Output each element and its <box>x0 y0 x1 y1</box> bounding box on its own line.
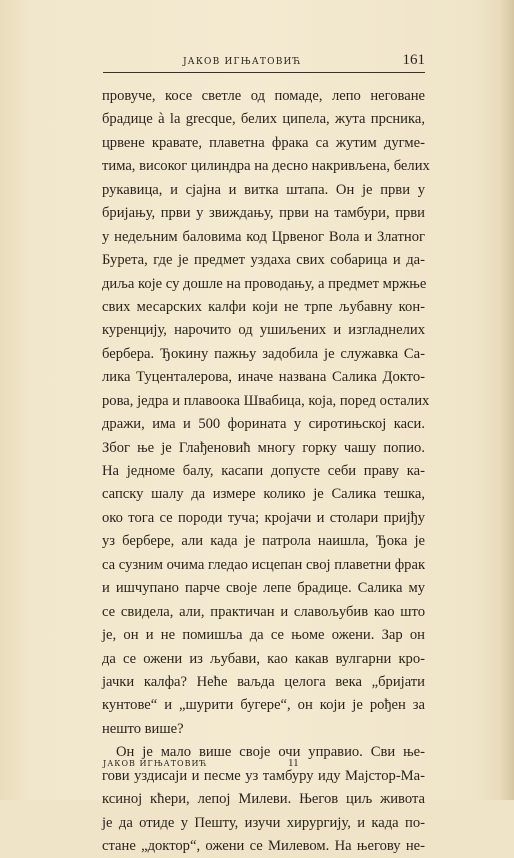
text-line: тима, високог цилиндра на десно накривљена, белих <box>102 158 430 175</box>
text-line: свих месарских калфи који не трпе љубавну кон- <box>102 298 425 315</box>
footer-signature: ЈАКОВ ИГЊАТОВИЋ <box>103 759 208 768</box>
page-number: 161 <box>402 52 425 68</box>
text-line: бербера. Ђокину пажњу задобила је служавка Са- <box>102 345 425 362</box>
text-line: рова, једра и плавоока Швабица, која, поред осталих <box>102 392 430 409</box>
text-line: у недељним баловима код Црвеног Вола и Златног <box>102 228 425 245</box>
text-line: уз бербере, али када је патрола наишла, Ђока је <box>102 533 425 550</box>
page-footer <box>103 757 425 773</box>
text-line: да се ожени из љубави, као какав вулгарни кро- <box>102 650 425 667</box>
text-line: брадице à la grecque, белих ципела, жута прсника, <box>102 111 425 128</box>
text-line: диља које су дошле на проводању, а предмет мржње <box>102 275 427 292</box>
text-line: црвене кравате, плаветна фрака са жутим дугме- <box>102 134 425 151</box>
text-line: На једноме балу, касапи допусте себи праву ка- <box>102 463 425 479</box>
paragraph-start-line: Он је мало више своје очи управио. Сви ње- <box>116 744 425 761</box>
sheet-number: 11 <box>288 757 299 769</box>
text-line: ксиној кћери, лепој Милеви. Његов циљ живота <box>102 791 425 808</box>
paragraph-end-line: нешто више? <box>102 720 184 737</box>
text-line: кунтове“ и „шурити бугере“, он који је рођен за <box>102 697 425 714</box>
text-line: јачки калфа? Неће ваљда целога века „бријати <box>102 673 425 690</box>
text-line: дражи, има и 500 форината у сиротињској каси. <box>102 416 425 433</box>
text-line: гови уздисаји и песме уз тамбуру иду Мајстор-Ма- <box>102 767 425 784</box>
text-line: око тога се породи туча; кројачи и столари пријђу <box>102 509 425 526</box>
body-text <box>102 85 430 858</box>
text-line: сапску шалу да измере колико је Салика тешка, <box>102 486 425 503</box>
text-line: рукавица, и сјајна и витка штапа. Он је први у <box>102 181 425 198</box>
text-line: Бурета, где је предмет уздаха свих собарица и да- <box>102 252 425 269</box>
text-line: се свидела, али, практичан и славољубив као што <box>102 603 425 620</box>
text-line: бријању, први у звиждању, први на тамбури, први <box>102 205 425 222</box>
text-line: Због ње је Глађеновић многу горку чашу попио. <box>102 439 425 456</box>
text-line: лика Туценталерова, иначе названа Салика Докто- <box>102 369 425 386</box>
text-line: куренцију, нарочито од ушиљених и изгладнелих <box>102 322 425 339</box>
text-line: стане „доктор“, ожени се Милевом. На његову не- <box>102 838 425 854</box>
text-line: провуче, косе светле од помаде, лепо неговане <box>102 88 425 104</box>
text-line: са сузним очима гледао исцепан свој плаветни фрак <box>102 556 426 573</box>
page-header <box>103 52 425 73</box>
page-edge-shadow <box>500 0 514 800</box>
running-title: ЈАКОВ ИГЊАТОВИЋ <box>183 57 302 67</box>
text-line: је да отиде у Пешту, изучи хирургију, и када по- <box>102 814 425 831</box>
text-line: је, он и не помишља да се њоме ожени. Зар он <box>102 627 425 644</box>
text-line: и ишчупано парче своје лепе брадице. Салика му <box>102 580 425 597</box>
